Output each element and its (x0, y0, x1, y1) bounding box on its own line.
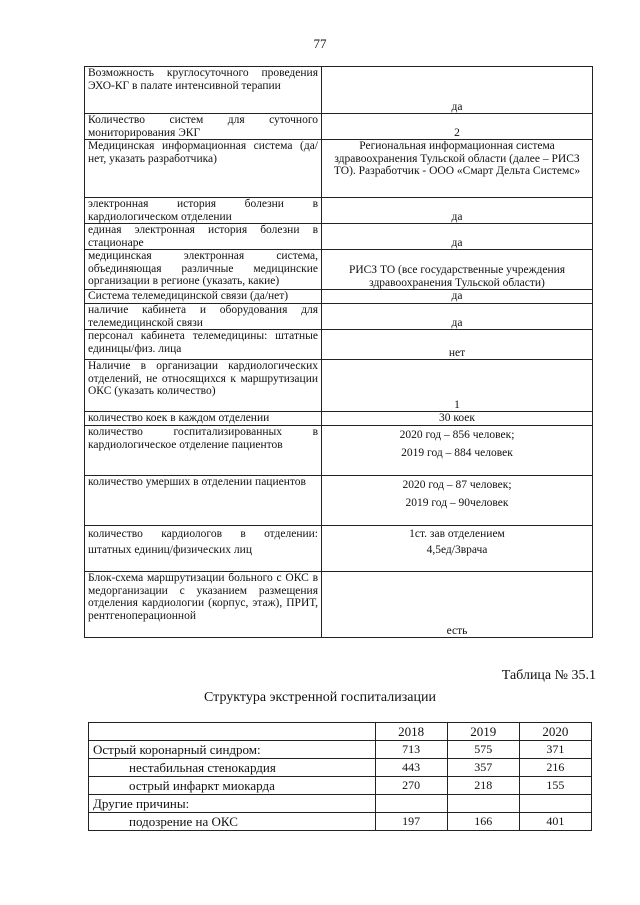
table-row (85, 330, 593, 360)
row-answer: да (322, 290, 593, 304)
row-question: количество кардиологов в отделении: штатных единиц/физических лиц (85, 526, 322, 572)
cell-value: 197 (375, 813, 447, 831)
table-row (89, 813, 592, 831)
table-row (85, 250, 593, 290)
answer-line: 4,5ед/3врача (426, 544, 488, 556)
row-question: персонал кабинета телемедицины: штатные единицы/физ. лица (85, 330, 322, 360)
table-row (85, 476, 593, 526)
cell-value: 713 (375, 741, 447, 759)
cell-value: 371 (519, 741, 591, 759)
row-answer: Региональная информационная система здравоохранения Тульской области (далее – РИСЗ ТО). Разработчик - ООО «Смарт Дельта Системс» (322, 140, 593, 198)
cell-value: 575 (447, 741, 519, 759)
table-row (85, 114, 593, 140)
table-row (85, 526, 593, 572)
row-question: Система телемедицинской связи (да/нет) (85, 290, 322, 304)
cell-value (375, 795, 447, 813)
row-question: наличие кабинета и оборудования для телемедицинской связи (85, 304, 322, 330)
row-label: Острый коронарный синдром: (89, 741, 376, 759)
cell-value: 270 (375, 777, 447, 795)
year-header: 2018 (375, 723, 447, 741)
cardiology-info-table (84, 66, 593, 638)
table-row (85, 412, 593, 426)
table-row (85, 426, 593, 476)
row-label: острый инфаркт миокарда (89, 777, 376, 795)
answer-line: 1ст. зав отделением (409, 528, 505, 540)
row-answer: 30 коек (322, 412, 593, 426)
header-empty (89, 723, 376, 741)
page-number: 77 (313, 36, 327, 51)
cell-value (447, 795, 519, 813)
table-row (85, 572, 593, 638)
row-question: количество госпитализированных в кардиологическое отделение пациентов (85, 426, 322, 476)
row-answer: есть (322, 572, 593, 638)
row-question: единая электронная история болезни в стационаре (85, 224, 322, 250)
answer-line: 2020 год – 87 человек; (402, 479, 512, 491)
answer-line: 2019 год – 884 человек (401, 447, 513, 459)
cell-value: 443 (375, 759, 447, 777)
row-answer: РИСЗ ТО (все государственные учреждения здравоохранения Тульской области) (322, 250, 593, 290)
row-answer: 1 (322, 360, 593, 412)
table-row (85, 67, 593, 114)
row-question: Количество систем для суточного мониторирования ЭКГ (85, 114, 322, 140)
row-question: Блок-схема маршрутизации больного с ОКС в медорганизации с указанием размещения отделения кардиологии (корпус, этаж), ПРИТ, рентгеноперационной (85, 572, 322, 638)
table-row (85, 224, 593, 250)
cell-value: 401 (519, 813, 591, 831)
row-answer (322, 426, 593, 476)
row-question: электронная история болезни в кардиологическом отделении (85, 198, 322, 224)
row-question: Наличие в организации кардиологических отделений, не относящихся к маршрутизации ОКС (указать количество) (85, 360, 322, 412)
row-answer (322, 476, 593, 526)
table-row (89, 759, 592, 777)
row-question: Медицинская информационная система (да/нет, указать разработчика) (85, 140, 322, 198)
row-answer: нет (322, 330, 593, 360)
cell-value: 218 (447, 777, 519, 795)
table-header-row (89, 723, 592, 741)
answer-line: 2019 год – 90человек (405, 497, 509, 509)
table-row (85, 140, 593, 198)
table-row (89, 777, 592, 795)
row-label: нестабильная стенокардия (89, 759, 376, 777)
year-header: 2020 (519, 723, 591, 741)
table-caption: Таблица № 35.1 (501, 668, 596, 683)
row-answer: да (322, 198, 593, 224)
emergency-hospitalization-table (88, 722, 592, 831)
row-question: медицинская электронная система, объединяющая различные медицинские организации в регионе (указать, какие) (85, 250, 322, 290)
row-question: количество умерших в отделении пациентов (85, 476, 322, 526)
row-answer: 2 (322, 114, 593, 140)
table-row (85, 198, 593, 224)
row-question: Возможность круглосуточного проведения ЭХО-КГ в палате интенсивной терапии (85, 67, 322, 114)
year-header: 2019 (447, 723, 519, 741)
answer-line: 2020 год – 856 человек; (399, 429, 515, 441)
row-answer (322, 526, 593, 572)
row-question: количество коек в каждом отделении (85, 412, 322, 426)
cell-value: 166 (447, 813, 519, 831)
row-answer: да (322, 304, 593, 330)
table-row (85, 360, 593, 412)
cell-value: 216 (519, 759, 591, 777)
row-answer: да (322, 67, 593, 114)
table-row (89, 741, 592, 759)
cell-value: 155 (519, 777, 591, 795)
row-answer: да (322, 224, 593, 250)
cell-value: 357 (447, 759, 519, 777)
cell-value (519, 795, 591, 813)
row-label: Другие причины: (89, 795, 376, 813)
table-title: Структура экстренной госпитализации (204, 690, 436, 705)
table-row (85, 304, 593, 330)
row-label: подозрение на ОКС (89, 813, 376, 831)
table-row (89, 795, 592, 813)
table-row (85, 290, 593, 304)
